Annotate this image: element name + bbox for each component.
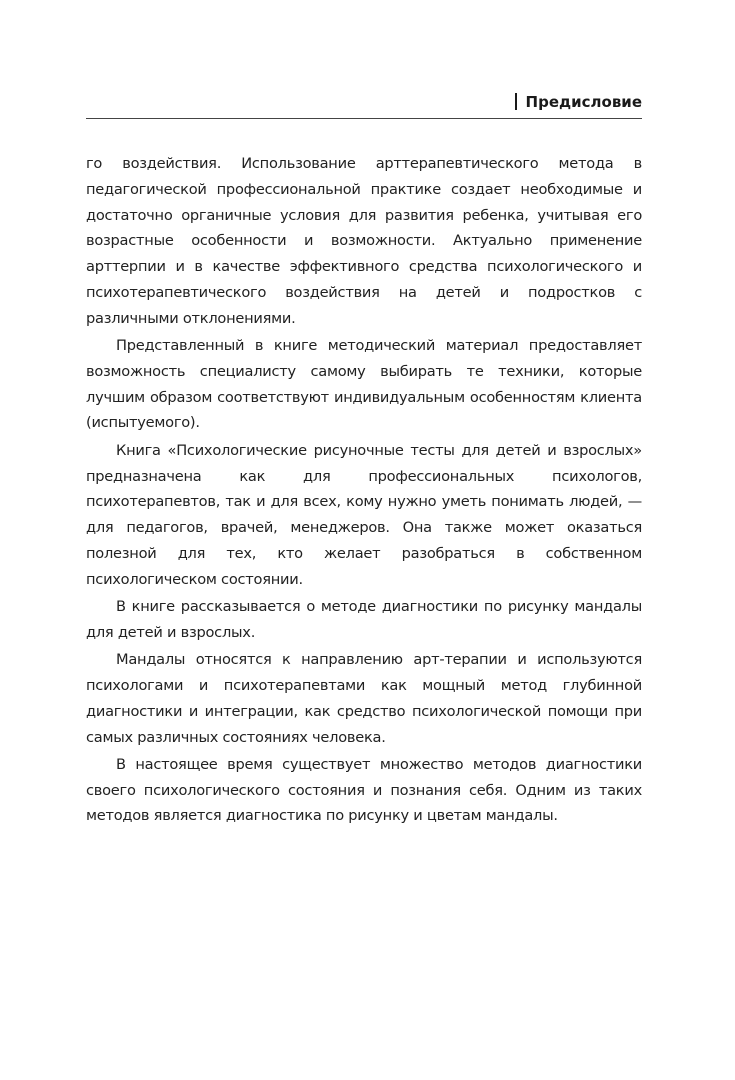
paragraph: Книга «Психологические рисуночные тесты для детей и взрослых» предназначена как для профессиональных психологов, психотерапевтов, так и для всех, кому нужно уметь понимать людей, — для педагогов, врачей, менеджеров. Она также может оказаться полезной для тех, кто желает разобраться в собственном психологическом состоянии.: [86, 441, 642, 588]
paragraph: Представленный в книге методический материал предоставляет возможность специалисту самому выбирать те техники, которые лучшим образом соответствуют индивидуальным особенностям клиента (испытуемого).: [86, 337, 642, 432]
paragraph: В книге рассказывается о методе диагностики по рисунку мандалы для детей и взрослых.: [86, 598, 642, 641]
body-text: [86, 151, 642, 831]
section-title: Предисловие: [525, 93, 642, 111]
paragraph: го воздействия. Использование арттерапевтического метода в педагогической профессиональной практике создает необходимые и достаточно органичные условия для развития ребенка, учитывая его возрастные особенности и возможности. Актуально применение арттерпии и в качестве эффективного средства психологического и психотерапевтического воздействия на детей и подростков с различными отклонениями.: [86, 155, 642, 327]
header-separator-bar: [515, 93, 517, 110]
running-header: [86, 92, 642, 116]
paragraph: В настоящее время существует множество методов диагностики своего психологического состояния и познания себя. Одним из таких методов является диагностика по рисунку и цветам мандалы.: [86, 755, 642, 825]
header-rule: [86, 118, 642, 119]
paragraph: Мандалы относятся к направлению арт-терапии и используются психологами и психотерапевтами как мощный метод глубинной диагностики и интеграции, как средство психологической помощи при самых различных состояниях человека.: [86, 651, 642, 746]
